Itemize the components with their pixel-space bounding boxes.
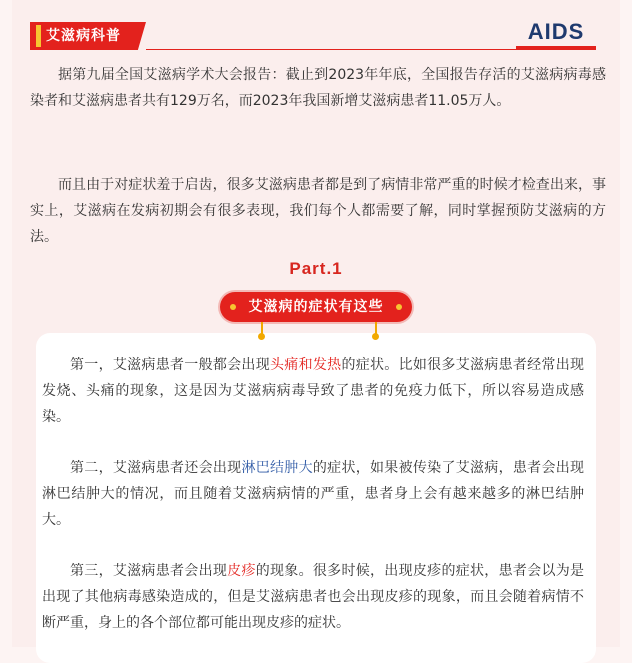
header-divider xyxy=(146,49,596,50)
symptom-paragraph-2 xyxy=(42,455,584,533)
card-pin-dot-left xyxy=(258,333,265,340)
symptom-3-highlight: 皮疹 xyxy=(227,563,256,579)
symptom-3-lead: 第三，艾滋病患者会出现 xyxy=(70,563,228,579)
aids-brand-text: AIDS xyxy=(527,19,585,44)
intro-paragraph-statistics: 据第九届全国艾滋病学术大会报告：截止到2023年年底，全国报告存活的艾滋病病毒感染者和艾滋病患者共有129万名，而2023年我国新增艾滋病患者11.05万人。 xyxy=(30,67,606,109)
symptom-2-detail: 的症状，如果被传染了艾滋病，患者会出现淋巴结肿大的情况，而且随着艾滋病病情的严重，患者身上会有越来越多的淋巴结肿大。 xyxy=(42,460,585,528)
symptom-2-highlight: 淋巴结肿大 xyxy=(241,460,313,476)
part-title: Part.1 xyxy=(289,259,343,278)
symptom-2-lead: 第二，艾滋病患者还会出现 xyxy=(70,460,242,476)
symptom-1-detail: 的症状。比如很多艾滋病患者经常出现发烧、头痛的现象，这是因为艾滋病病毒导致了患者的免疫力低下，所以容易造成感染。 xyxy=(42,357,585,425)
section-pill xyxy=(220,292,412,322)
section-pill-label: 艾滋病的症状有这些 xyxy=(248,299,384,315)
pill-dot-right xyxy=(396,304,402,310)
symptom-1-lead: 第一，艾滋病患者一般都会出现 xyxy=(70,357,270,373)
intro-paragraph-awareness: 而且由于对症状羞于启齿，很多艾滋病患者都是到了病情非常严重的时候才检查出来，事实上，艾滋病在发病初期会有很多表现，我们每个人都需要了解，同时掌握预防艾滋病的方法。 xyxy=(30,177,606,245)
header-accent-stripe xyxy=(36,25,41,47)
symptom-1-highlight: 头痛和发热 xyxy=(270,357,342,373)
symptom-3-detail: 的现象。很多时候，出现皮疹的症状，患者会以为是出现了其他病毒感染造成的，但是艾滋病患者也会出现皮疹的现象，而且会随着病情不断严重，身上的各个部位都可能出现皮疹的症状。 xyxy=(42,563,585,631)
symptom-paragraph-3 xyxy=(42,558,584,636)
aids-brand-underline xyxy=(516,46,596,49)
symptom-paragraph-1 xyxy=(42,352,584,430)
section-header-title: 艾滋病科普 xyxy=(46,28,121,44)
card-pin-dot-right xyxy=(372,333,379,340)
